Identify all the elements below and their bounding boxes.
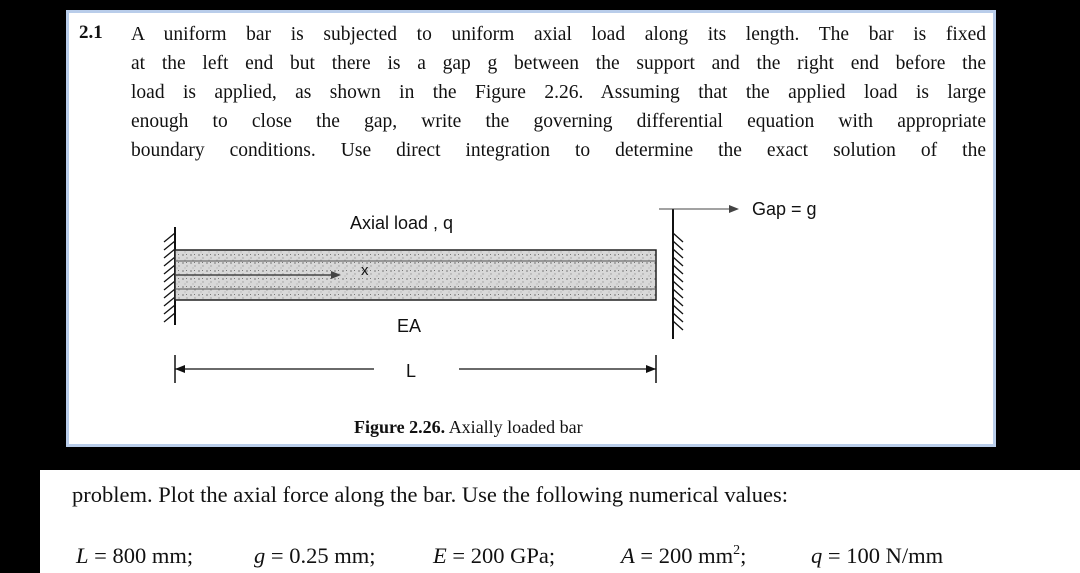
bar-figure <box>69 13 993 444</box>
problem-line-3: load is applied, as shown in the Figure 2.26. Assuming that the applied load is large <box>131 82 986 103</box>
x-coordinate-label: x <box>361 262 369 279</box>
value-area: A = 200 $mm^2$; <box>621 543 747 568</box>
length-label: L <box>406 361 417 381</box>
axial-load-label: Axial load , q <box>350 213 454 233</box>
value-load: q = 100 N/mm <box>811 543 944 568</box>
left-support <box>164 227 175 325</box>
value-modulus: E = 200 GPa; <box>433 543 556 568</box>
ea-label: EA <box>397 316 422 336</box>
figure-caption-number: Figure 2.26. <box>354 417 446 437</box>
gap-label: Gap = g <box>752 199 817 219</box>
problem-line-4: enough to close the gap, write the governing differential equation with appropriate <box>131 111 986 132</box>
gap-leader <box>659 205 739 213</box>
figure-caption-text: Axially loaded bar <box>448 417 583 437</box>
problem-number: 2.1 <box>79 22 103 43</box>
problem-panel <box>66 10 996 447</box>
value-length: L = 800 mm; <box>76 543 194 568</box>
right-support <box>673 209 683 339</box>
problem-line-5: boundary conditions. Use direct integration to determine the exact solution of the <box>131 140 986 161</box>
problem-line-1: A uniform bar is subjected to uniform axial load along its length. The bar is fixed <box>131 24 986 45</box>
value-gap: g = 0.25 mm; <box>254 543 376 568</box>
problem-line-2: at the left end but there is a gap g between the support and the right end before the <box>131 53 986 74</box>
continuation-text: problem. Plot the axial force along the bar. Use the following numerical values: <box>72 482 789 507</box>
figure-caption <box>354 417 583 438</box>
continuation-panel <box>40 470 1080 573</box>
